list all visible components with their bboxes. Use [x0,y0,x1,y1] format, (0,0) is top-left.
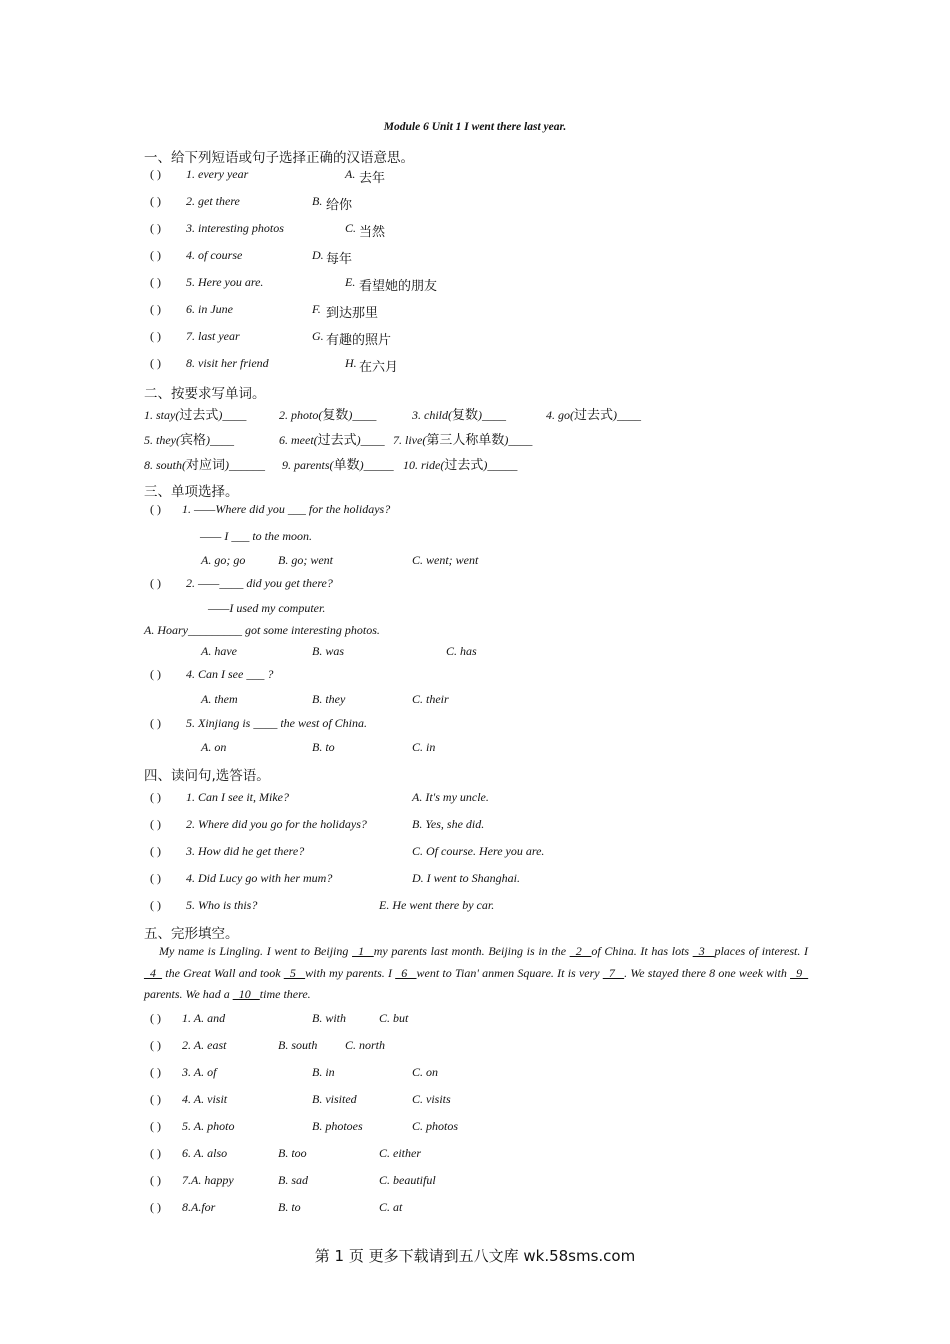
word-item: 10. ride(过去式)_____ [403,458,518,473]
answer-option: E. He went there by car. [379,898,495,912]
answer-paren[interactable]: ( ) [150,1173,161,1187]
cloze-option-b: B. south [278,1038,318,1052]
blank: _4_ [144,965,162,980]
word-item: 3. child(复数)____ [412,408,507,423]
option-letter: E. [345,275,356,289]
question-text: 4. Did Lucy go with her mum? [186,871,333,885]
cloze-option-b: B. to [278,1200,301,1214]
option-chinese: 每年 [326,252,353,267]
mc-option: C. their [412,692,449,706]
answer-option: B. Yes, she did. [412,817,485,831]
word-item: 6. meet(过去式)____ [279,433,385,448]
option-letter: A. [345,167,356,181]
answer-paren[interactable]: ( ) [150,1119,161,1133]
cloze-option-c: C. either [379,1146,421,1160]
mc-question: 4. Can I see ___ ? [186,667,274,681]
section1-heading: 一、给下列短语或句子选择正确的汉语意思。 [144,150,414,166]
question-text: 5. Who is this? [186,898,258,912]
answer-paren[interactable]: ( ) [150,502,161,516]
option-chinese: 当然 [359,225,386,240]
answer-paren[interactable]: ( ) [150,329,161,343]
cloze-option-c: C. but [379,1011,409,1025]
phrase-text: 5. Here you are. [186,275,264,289]
answer-paren[interactable]: ( ) [150,248,161,262]
cloze-option-a: 7.A. happy [182,1173,234,1187]
mc-question-line: —— I ___ to the moon. [200,529,312,543]
phrase-text: 2. get there [186,194,240,208]
mc-question: 1. ——Where did you ___ for the holidays? [182,502,391,516]
mc-option: A. go; go [201,553,246,567]
answer-paren[interactable]: ( ) [150,275,161,289]
mc-option: C. has [446,644,477,658]
answer-paren[interactable]: ( ) [150,194,161,208]
word-item: 8. south(对应词)______ [144,458,266,473]
answer-paren[interactable]: ( ) [150,1065,161,1079]
option-chinese: 去年 [359,171,386,186]
option-chinese: 在六月 [359,360,399,375]
answer-paren[interactable]: ( ) [150,1200,161,1214]
cloze-option-b: B. sad [278,1173,308,1187]
word-item: 2. photo(复数)____ [279,408,377,423]
mc-option: B. was [312,644,345,658]
answer-paren[interactable]: ( ) [150,1011,161,1025]
option-chinese: 有趣的照片 [326,333,392,348]
mc-question-line: ——I used my computer. [208,601,326,615]
blank: _6_ [395,965,417,980]
word-item: 9. parents(单数)_____ [282,458,394,473]
answer-option: C. Of course. Here you are. [412,844,545,858]
phrase-text: 1. every year [186,167,249,181]
blank: _7_ [602,965,625,980]
question-text: 1. Can I see it, Mike? [186,790,289,804]
phrase-text: 3. interesting photos [186,221,284,235]
cloze-passage: My name is Lingling. I went to Beijing _1_ my parents last month. Beijing is in the _2_ of China. It has lots _3_ places of interest. I _4_ the Great Wall and took _5_ with my parents. I _6_ went to Tian' anmen Square. It is very _7_ . We stayed there 8 one week with _9_ parents. We had a _10_ time there. [144,944,809,1001]
blank: _9_ [790,965,809,980]
blank: _3_ [692,944,715,958]
answer-option: A. It's my uncle. [412,790,489,804]
mc-option: C. in [412,740,436,754]
cloze-option-a: 1. A. and [182,1011,226,1025]
blank: _10_ [232,987,260,1001]
answer-paren[interactable]: ( ) [150,1038,161,1052]
section3-heading: 三、单项选择。 [144,484,239,500]
phrase-text: 8. visit her friend [186,356,269,370]
phrase-text: 6. in June [186,302,233,316]
question-text: 3. How did he get there? [186,844,305,858]
cloze-option-b: B. too [278,1146,307,1160]
cloze-option-b: B. visited [312,1092,357,1106]
answer-paren[interactable]: ( ) [150,667,161,681]
word-item: 7. live(第三人称单数)____ [393,433,533,448]
mc-option: B. go; went [278,553,333,567]
answer-paren[interactable]: ( ) [150,844,161,858]
phrase-text: 7. last year [186,329,240,343]
mc-option: A. them [201,692,238,706]
answer-paren[interactable]: ( ) [150,817,161,831]
blank: _1_ [352,944,374,958]
cloze-option-c: C. north [345,1038,386,1052]
answer-paren[interactable]: ( ) [150,871,161,885]
answer-paren[interactable]: ( ) [150,1092,161,1106]
section5-heading: 五、完形填空。 [144,926,239,942]
answer-paren[interactable]: ( ) [150,716,161,730]
cloze-option-b: B. photoes [312,1119,363,1133]
option-letter: H. [345,356,357,370]
cloze-option-c: C. visits [412,1092,451,1106]
blank: _2_ [569,944,592,958]
mc-question: 2. ——____ did you get there? [186,576,333,590]
question-text: 2. Where did you go for the holidays? [186,817,367,831]
section4-heading: 四、读问句,选答语。 [144,768,270,784]
mc-option: A. have [201,644,237,658]
blank: _5_ [283,965,306,980]
section2-heading: 二、按要求写单词。 [144,386,266,402]
answer-paren[interactable]: ( ) [150,576,161,590]
phrase-text: 4. of course [186,248,243,262]
mc-option: C. went; went [412,553,479,567]
option-letter: C. [345,221,357,235]
cloze-option-a: 5. A. photo [182,1119,235,1133]
answer-paren[interactable]: ( ) [150,356,161,370]
option-letter: B. [312,194,323,208]
option-letter: D. [312,248,324,262]
word-item: 1. stay(过去式)____ [144,408,247,423]
cloze-option-a: 2. A. east [182,1038,227,1052]
answer-paren[interactable]: ( ) [150,898,161,912]
option-letter: G. [312,329,324,343]
mc-option: B. to [312,740,335,754]
cloze-option-b: B. in [312,1065,335,1079]
option-chinese: 到达那里 [326,306,379,321]
cloze-option-c: C. beautiful [379,1173,436,1187]
cloze-option-c: C. photos [412,1119,459,1133]
word-item: 5. they(宾格)____ [144,433,234,448]
cloze-option-b: B. with [312,1011,347,1025]
answer-option: D. I went to Shanghai. [412,871,520,885]
answer-paren[interactable]: ( ) [150,790,161,804]
answer-paren[interactable]: ( ) [150,221,161,235]
cloze-option-a: 3. A. of [182,1065,217,1079]
answer-paren[interactable]: ( ) [150,167,161,181]
option-chinese: 看望她的朋友 [359,279,438,294]
option-chinese: 给你 [326,198,353,213]
option-letter: F. [312,302,321,316]
answer-paren[interactable]: ( ) [150,302,161,316]
answer-paren[interactable]: ( ) [150,1146,161,1160]
mc-question: A. Hoary_________ got some interesting photos. [144,623,380,637]
word-item: 4. go(过去式)____ [546,408,642,423]
cloze-option-a: 4. A. visit [182,1092,228,1106]
cloze-option-c: C. on [412,1065,439,1079]
mc-option: B. they [312,692,346,706]
page-footer: 第 1 页 更多下载请到五八文库 wk.58sms.com [314,1247,636,1265]
page-title: Module 6 Unit 1 I went there last year. [383,121,567,133]
cloze-option-a: 8.A.for [182,1200,216,1214]
cloze-option-c: C. at [379,1200,403,1214]
cloze-option-a: 6. A. also [182,1146,228,1160]
mc-question: 5. Xinjiang is ____ the west of China. [186,716,368,730]
mc-option: A. on [201,740,227,754]
